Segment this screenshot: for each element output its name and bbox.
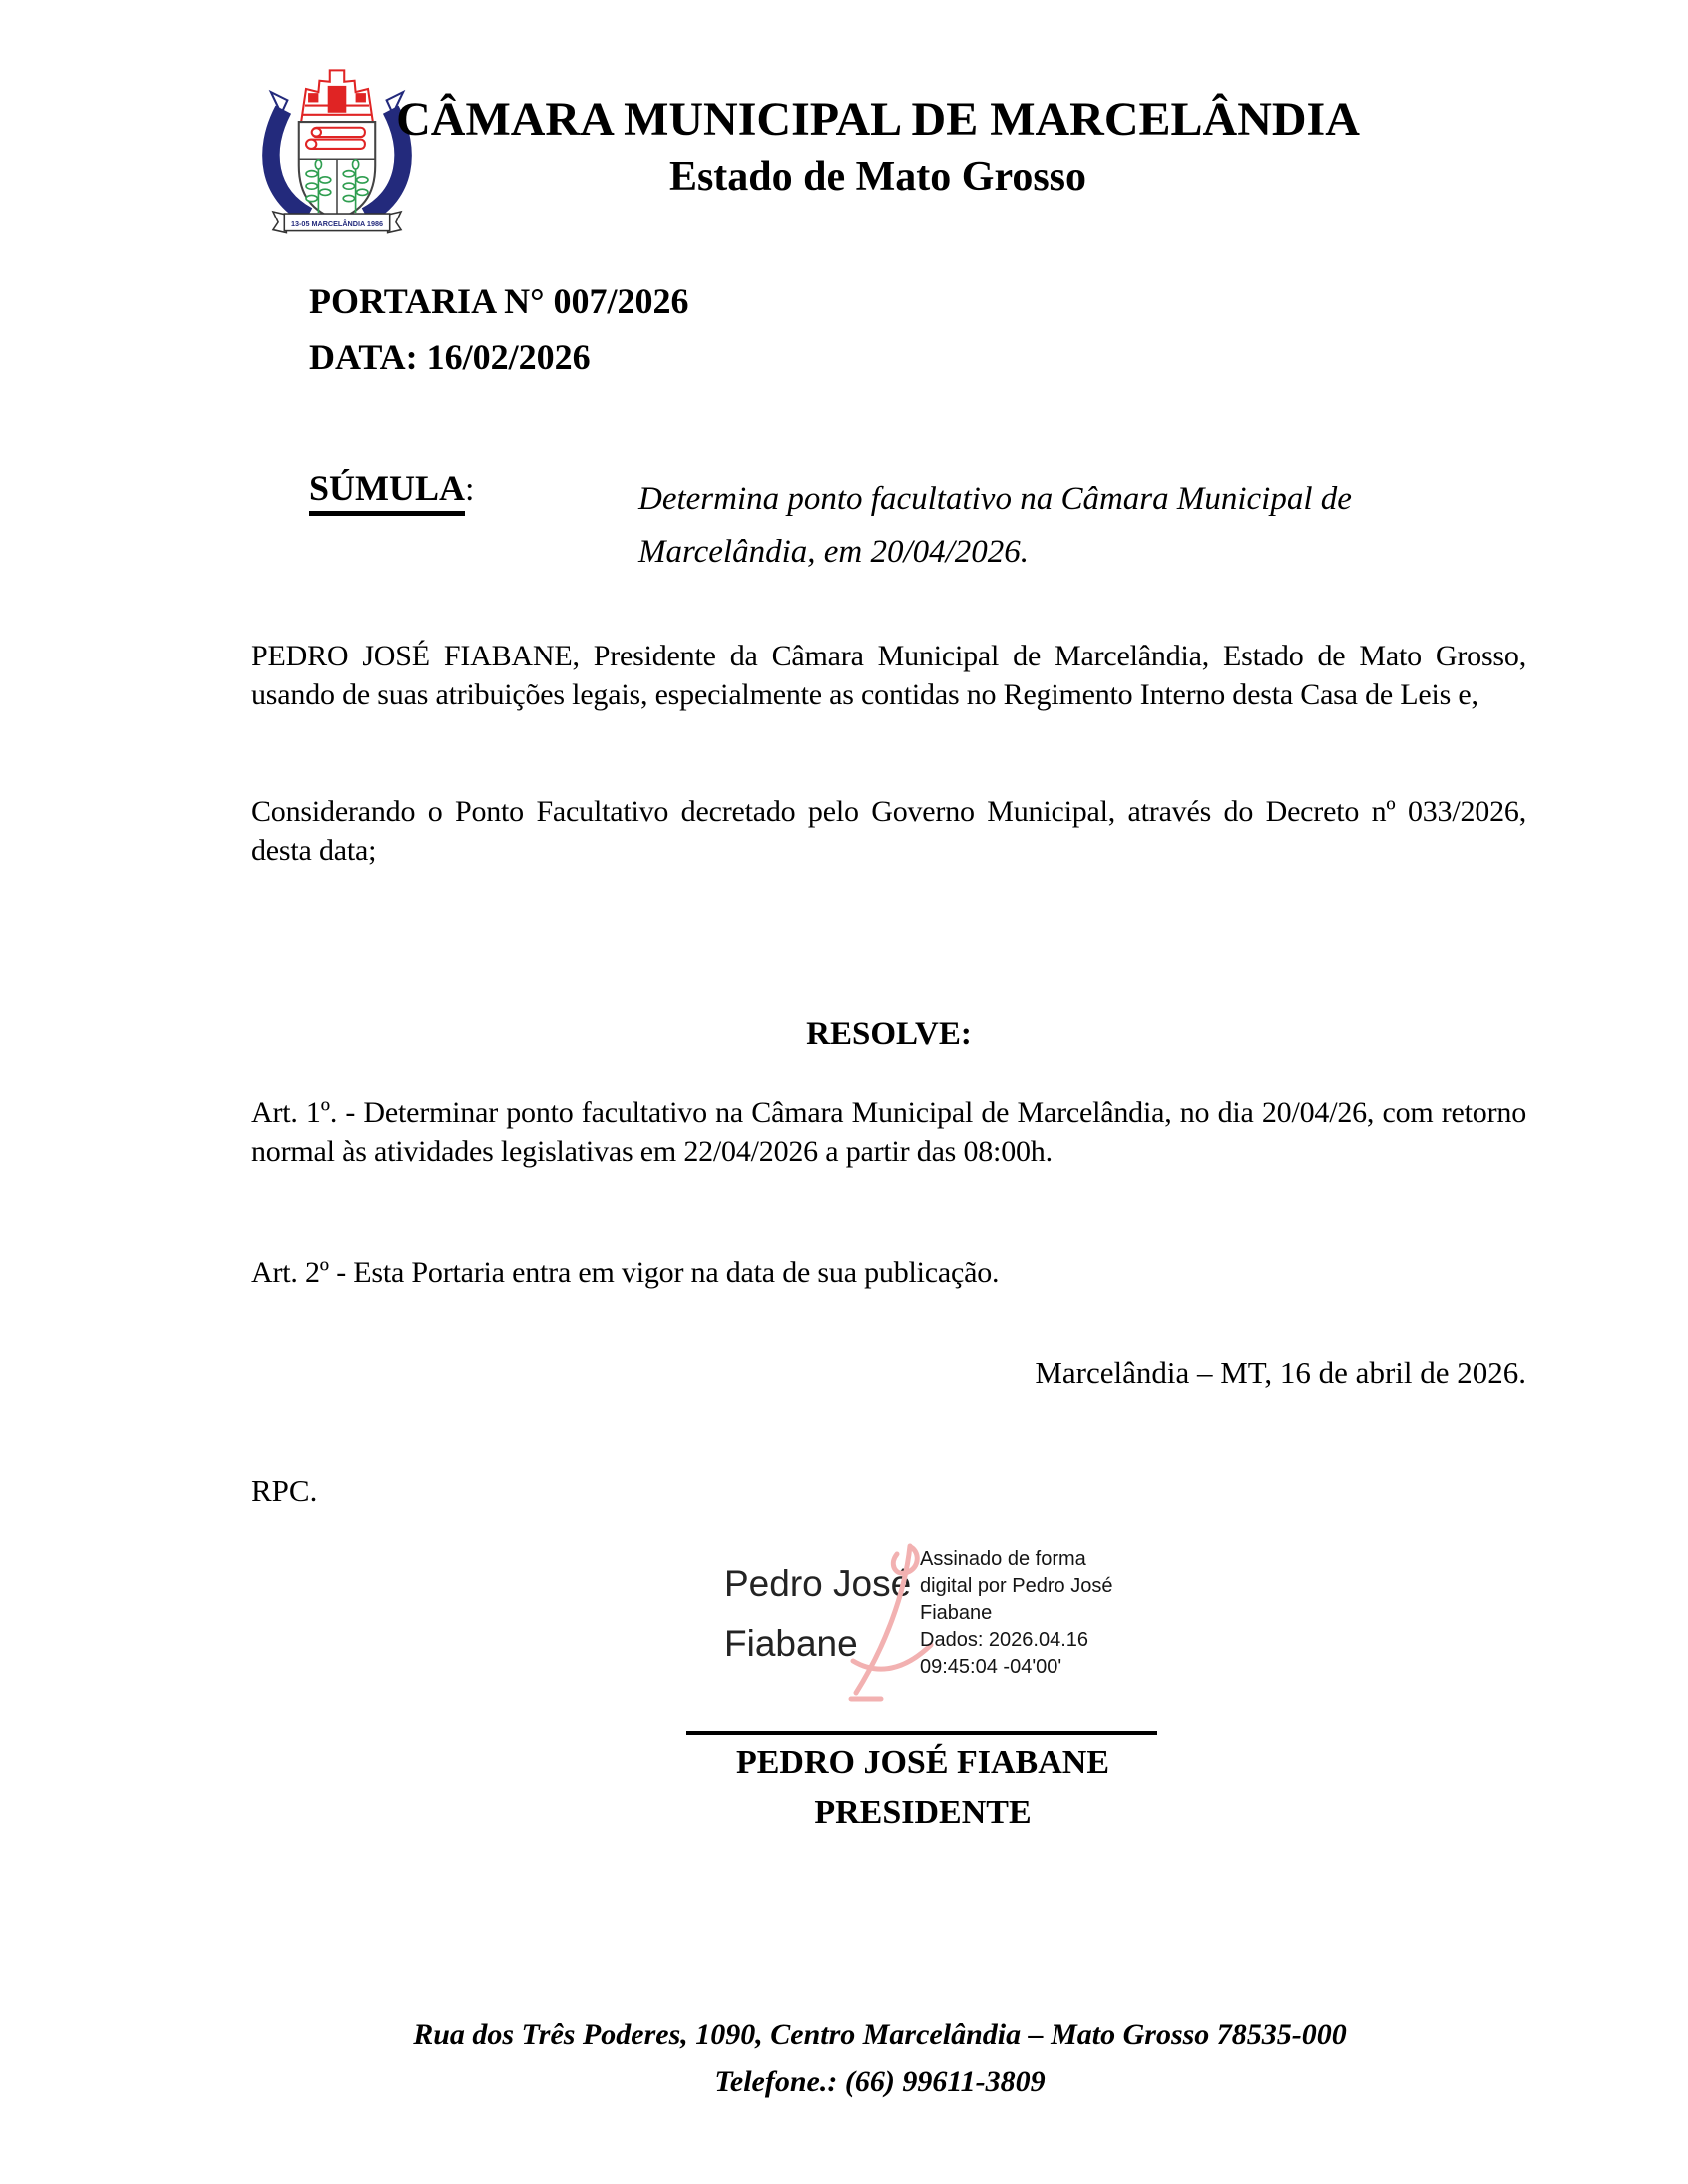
preamble-paragraph: PEDRO JOSÉ FIABANE, Presidente da Câmara Municipal de Marcelândia, Estado de Mato Grosso, usando de suas atribuições legais, especialmente as contidas no Regimento Interno desta Casa de Leis e,: [251, 640, 1526, 711]
document-identification: [309, 273, 688, 385]
resolve-heading: RESOLVE:: [806, 1016, 972, 1052]
considering-paragraph: Considerando o Ponto Facultativo decretado pelo Governo Municipal, através do Decreto nº 033/2026, desta data;: [251, 795, 1526, 867]
letterhead: [329, 90, 1427, 204]
footer-phone: Telefone.: (66) 99611-3809: [714, 2065, 1046, 2098]
footer-address: Rua dos Três Poderes, 1090, Centro Marcelândia – Mato Grosso 78535-000: [413, 2018, 1347, 2051]
digital-signature-stamp: [722, 1538, 1151, 1713]
signer-role: PRESIDENTE: [814, 1794, 1032, 1831]
stamp-details: [920, 1546, 1121, 1681]
signature-line: [686, 1731, 1157, 1735]
place-date-line: Marcelândia – MT, 16 de abril de 2026.: [1035, 1355, 1526, 1390]
crest-scroll-icon: [273, 212, 401, 233]
organization-name: CÂMARA MUNICIPAL DE MARCELÂNDIA: [396, 93, 1360, 146]
sumula-section: [309, 467, 1528, 570]
signer-name: PEDRO JOSÉ FIABANE: [735, 1744, 1110, 1781]
portaria-number-line: PORTARIA N° 007/2026: [309, 281, 689, 321]
stamp-datetime: Dados: 2026.04.16 09:45:04 -04'00': [920, 1629, 1089, 1678]
document-footer: [251, 2011, 1508, 2105]
sumula-label: SÚMULA: [309, 467, 465, 516]
sumula-colon: :: [465, 471, 475, 508]
stamp-statement: Assinado de forma digital por Pedro José Fiabane: [920, 1548, 1113, 1624]
article-2: Art. 2º - Esta Portaria entra em vigor na data de sua publicação.: [251, 1256, 1000, 1289]
state-name: Estado de Mato Grosso: [668, 154, 1087, 200]
portaria-date-line: DATA: 16/02/2026: [309, 337, 591, 377]
drafter-initials: RPC.: [251, 1473, 318, 1508]
sumula-text: Determina ponto facultativo na Câmara Municipal de Marcelândia, em 20/04/2026.: [638, 481, 1352, 570]
stamp-signer-name: Pedro José Fiabane: [724, 1563, 912, 1664]
signer-block: [638, 1738, 1207, 1838]
article-1: Art. 1º. - Determinar ponto facultativo na Câmara Municipal de Marcelândia, no dia 20/04/26, com retorno normal às atividades legislativas em 22/04/2026 a partir das 08:00h.: [251, 1096, 1526, 1168]
crest-scroll-text: 13-05 MARCELÂNDIA 1986: [291, 218, 383, 228]
